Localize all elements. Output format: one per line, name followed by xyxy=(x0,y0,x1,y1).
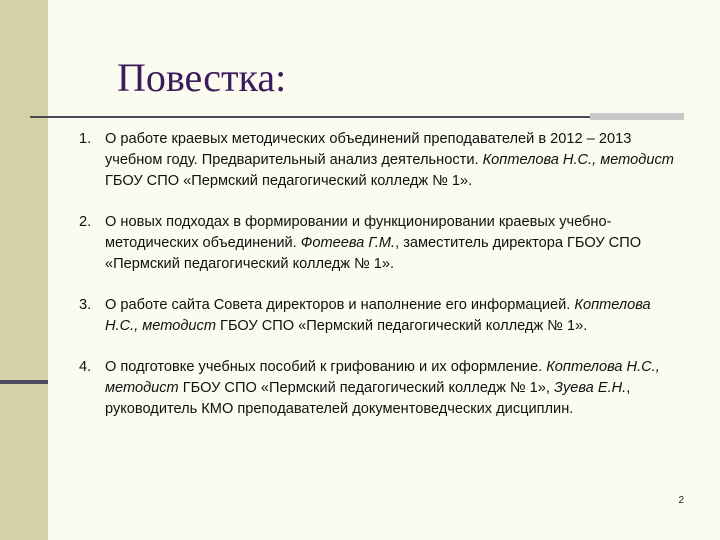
agenda-text-run: ГБОУ СПО «Пермский педагогический колледж № 1». xyxy=(216,318,588,334)
agenda-item-number: 2. xyxy=(79,214,92,230)
agenda-italic-run: Коптелова Н.С., методист xyxy=(105,359,660,396)
agenda-text-run: О работе краевых методических объединений преподавателей в 2012 – 2013 учебном году. Предварительный анализ деятельности. xyxy=(105,131,632,168)
agenda-text-run: О новых подходах в формировании и функционировании краевых учебно-методических объединений. xyxy=(105,214,612,251)
agenda-item-1 xyxy=(78,129,684,192)
agenda-italic-run: Коптелова Н.С., методист xyxy=(482,152,674,168)
agenda-text-run: ГБОУ СПО «Пермский педагогический колледж № 1». xyxy=(105,173,473,189)
agenda-list xyxy=(78,129,684,440)
agenda-italic-run: Коптелова Н.С., методист xyxy=(105,297,651,334)
left-decor-band xyxy=(0,0,48,540)
title-underline xyxy=(30,116,590,118)
slide-title: Повестка: xyxy=(117,55,287,100)
agenda-item-number: 4. xyxy=(79,359,92,375)
agenda-item-text xyxy=(105,214,641,272)
agenda-text-run: ГБОУ СПО «Пермский педагогический колледж № 1», xyxy=(178,380,555,396)
agenda-item-text xyxy=(105,131,674,189)
page-number: 2 xyxy=(678,495,684,506)
agenda-item-text xyxy=(105,359,660,417)
agenda-item-text xyxy=(105,297,651,334)
agenda-text-run: О работе сайта Совета директоров и наполнение его информацией. xyxy=(105,297,575,313)
agenda-item-4 xyxy=(78,357,684,420)
agenda-item-number: 3. xyxy=(79,297,92,313)
agenda-text-run: , заместитель директора ГБОУ СПО «Пермский педагогический колледж № 1». xyxy=(105,235,642,272)
agenda-item-number: 1. xyxy=(79,131,92,147)
agenda-italic-run: Фотеева Г.М. xyxy=(300,235,396,251)
title-underline-accent xyxy=(590,113,684,120)
agenda-italic-run: Зуева Е.Н. xyxy=(554,380,627,396)
agenda-item-3 xyxy=(78,295,684,337)
left-band-divider xyxy=(0,380,48,384)
agenda-text-run: О подготовке учебных пособий к грифованию и их оформление. xyxy=(105,359,547,375)
agenda-text-run: , руководитель КМО преподавателей документоведческих дисциплин. xyxy=(105,380,631,417)
agenda-item-2 xyxy=(78,212,684,275)
